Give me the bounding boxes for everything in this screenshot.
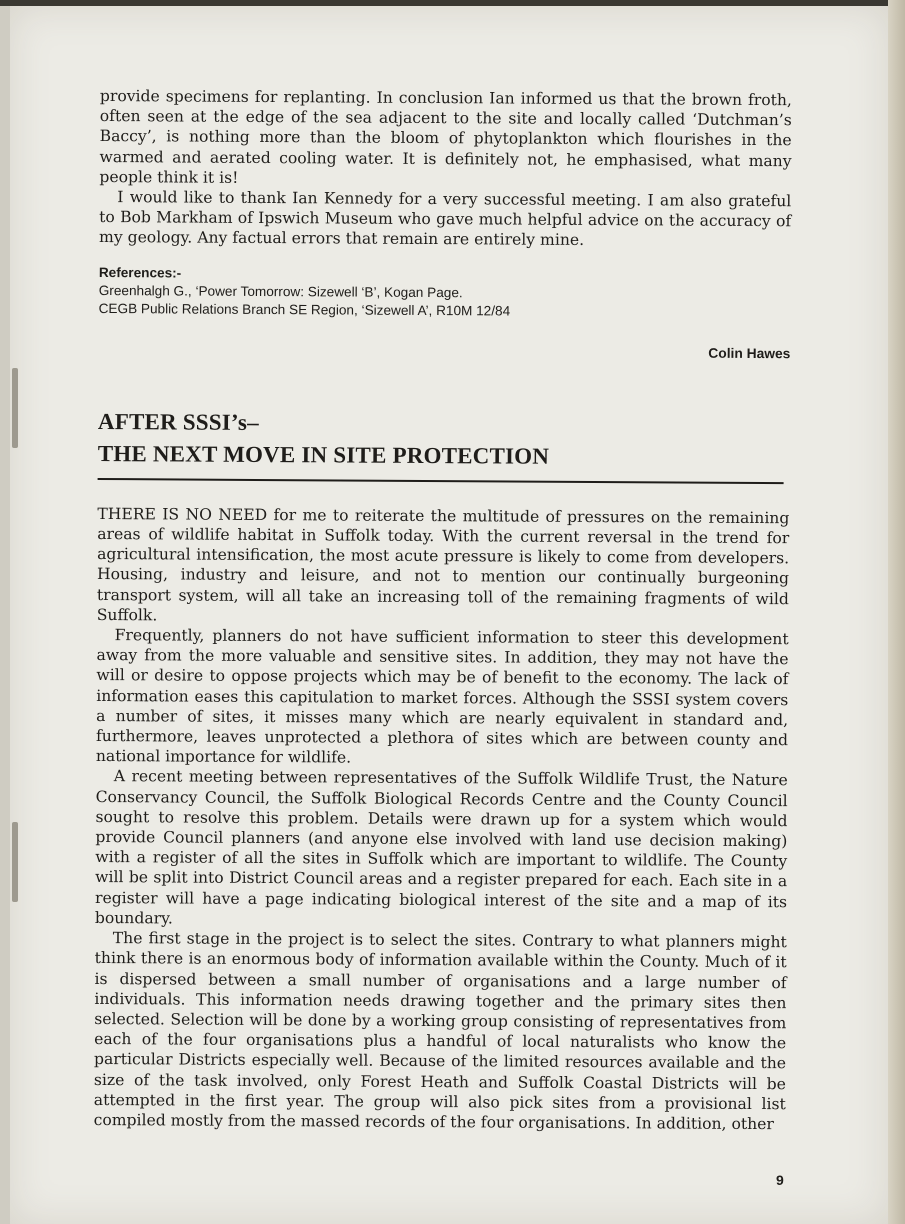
reference-item: Greenhalgh G., ‘Power Tomorrow: Sizewell ‘B’, Kogan Page. xyxy=(98,282,463,300)
article-title xyxy=(98,406,790,474)
binding-mark xyxy=(12,368,18,448)
author-name: Colin Hawes xyxy=(708,345,791,361)
article-title-line: AFTER SSSI’s– xyxy=(97,408,259,435)
references-title: References:- xyxy=(98,264,182,281)
references-section xyxy=(99,264,791,322)
article-paragraph: The first stage in the project is to select the sites. Contrary to what planners might think there is an enormous body of information available within the County. Much of it is dispersed between a small number of organisations and a large number of individuals. This information needs drawing together and the primary sites then selected. Selection will be done by a working group consisting of representatives from each of the four organisations plus a handful of local naturalists who know the particular Districts especially well. Because of the limited resources available and the size of the task involved, only Forest Heath and Suffolk Coastal Districts will be attempted in the first year. The group will also pick sites from a provisional list compiled mostly from the massed records of the four organisations. In addition, other xyxy=(93,929,787,1134)
title-rule xyxy=(98,478,784,484)
article-title-line: THE NEXT MOVE IN SITE PROTECTION xyxy=(97,440,550,469)
page-right-edge xyxy=(888,0,905,1224)
intro-paragraph: provide specimens for replanting. In conclusion Ian informed us that the brown froth, often seen at the edge of the sea adjacent to the site and locally called ‘Dutchman’s Baccy’, is nothing more than the bloom of phytoplankton which flourishes in the warmed and aerated cooling water. It is definitely not, he emphasised, what many people think it is! xyxy=(99,86,792,187)
page-number: 9 xyxy=(776,1172,784,1188)
page-content xyxy=(94,86,792,1134)
article-paragraph: A recent meeting between representatives of the Suffolk Wildlife Trust, the Nature Conservancy Council, the Suffolk Biological Records Centre and the County Council sought to resolve this problem. Details were drawn up for a system which would provide Council planners (and anyone else involved with land use decision making) with a register of all the sites in Suffolk which are important to wildlife. The County will be split into District Council areas and a register prepared for each. Each site in a register will have a page indicating biological interest of the site and a map of its boundary. xyxy=(94,767,788,928)
binding-mark xyxy=(12,822,18,902)
article-paragraph: THERE IS NO NEED for me to reiterate the multitude of pressures on the remaining areas of wildlife habitat in Suffolk today. With the current reversal in the trend for agricultural intensification, the most acute pressure is likely to come from developers. Housing, industry and leisure, and not to mention our continually burgeoning transport system, will all take an increasing toll of the remaining fragments of wild Suffolk. xyxy=(96,504,790,625)
article-paragraph: Frequently, planners do not have sufficient information to steer this development away from the more valuable and sensitive sites. In addition, they may not have the will or desire to oppose projects which may be of benefit to the economy. The lack of information eases this capitulation to market forces. Although the SSSI system covers a number of sites, it misses many which are nearly equivalent in standard and, furthermore, leaves unprotected a plethora of sites which are between county and national importance for wildlife. xyxy=(95,626,789,767)
article-body xyxy=(94,504,790,1135)
reference-item: CEGB Public Relations Branch SE Region, ‘Sizewell A’, R10M 12/84 xyxy=(98,300,511,319)
intro-paragraph: I would like to thank Ian Kennedy for a very successful meeting. I am also grateful to Bob Markham of Ipswich Museum who gave much helpful advice on the accuracy of my geology. Any factual errors that remain are entirely mine. xyxy=(99,188,792,250)
